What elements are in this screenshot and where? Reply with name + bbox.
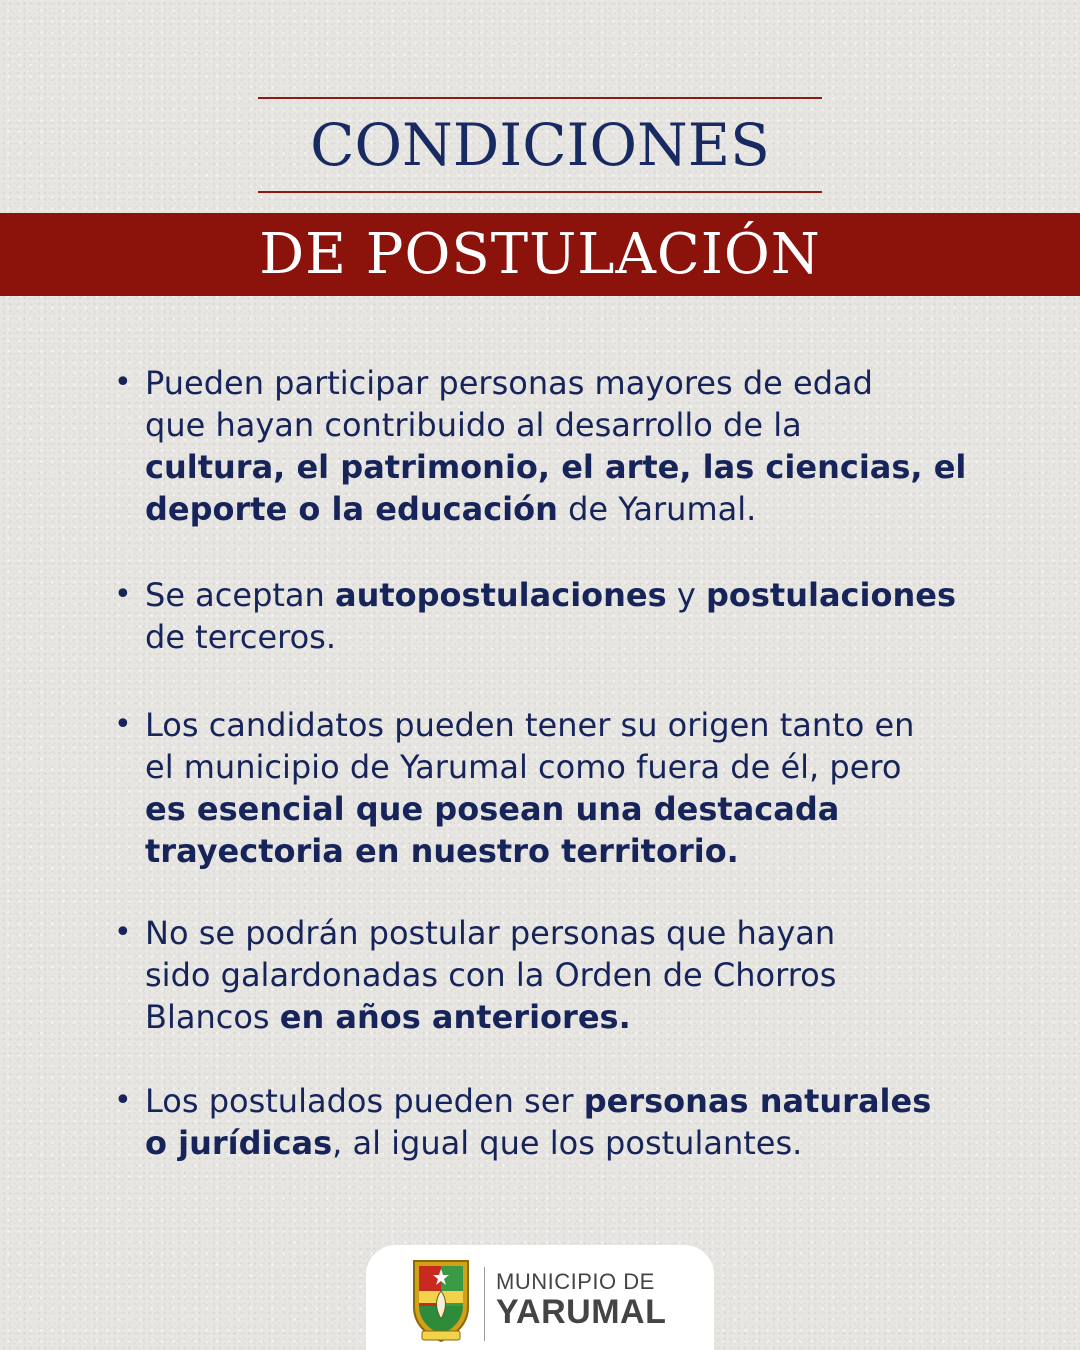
logo-line-1: MUNICIPIO DE [496,1269,655,1294]
emphasis-text: personas naturales [583,1082,932,1120]
body-text: sido galardonadas con la Orden de Chorros [145,956,837,994]
condition-item-1 [110,362,966,530]
body-text: Los candidatos pueden tener su origen tanto en [145,706,915,744]
emphasis-text: trayectoria en nuestro territorio. [145,832,739,870]
emphasis-text: deporte o la educación [145,490,558,528]
body-text: , al igual que los postulantes. [332,1124,803,1162]
body-text: el municipio de Yarumal como fuera de él, pero [145,748,902,786]
body-text: Los postulados pueden ser [145,1082,584,1120]
body-text: y [666,576,706,614]
bullet-icon: • [114,915,132,950]
yarumal-shield-icon [410,1257,472,1345]
condition-text [145,364,966,528]
body-text: que hayan contribuido al desarrollo de la [145,406,802,444]
condition-item-2 [110,574,956,658]
condition-text [145,576,956,656]
footer-logo-card [366,1245,714,1350]
condition-item-3 [110,704,914,872]
logo-line-2: YARUMAL [496,1293,667,1331]
body-text: Pueden participar personas mayores de edad [145,364,873,402]
title-banner [0,213,1080,296]
title-line-1: CONDICIONES [310,111,770,179]
condition-item-4 [110,912,836,1038]
bullet-icon: • [114,707,132,742]
emphasis-text: cultura, el patrimonio, el arte, las ciencias, el [145,448,967,486]
bullet-icon: • [114,365,132,400]
condition-text [145,914,836,1036]
emphasis-text: postulaciones [705,576,956,614]
body-text: Blancos [145,998,280,1036]
emphasis-text: autopostulaciones [334,576,667,614]
title-rule-top [258,97,822,99]
condition-text [145,706,914,870]
emphasis-text: o jurídicas [145,1124,333,1162]
condition-text [145,1082,931,1162]
emphasis-text: en años anteriores. [279,998,631,1036]
body-text: de terceros. [145,618,337,656]
body-text: Se aceptan [145,576,335,614]
title-line-2: DE POSTULACIÓN [259,222,821,287]
bullet-icon: • [114,1083,132,1118]
condition-item-5 [110,1080,931,1164]
body-text: de Yarumal. [557,490,757,528]
title-rule-bottom [258,191,822,193]
bullet-icon: • [114,577,132,612]
logo-separator [484,1267,485,1341]
emphasis-text: es esencial que posean una destacada [145,790,840,828]
body-text: No se podrán postular personas que hayan [145,914,836,952]
